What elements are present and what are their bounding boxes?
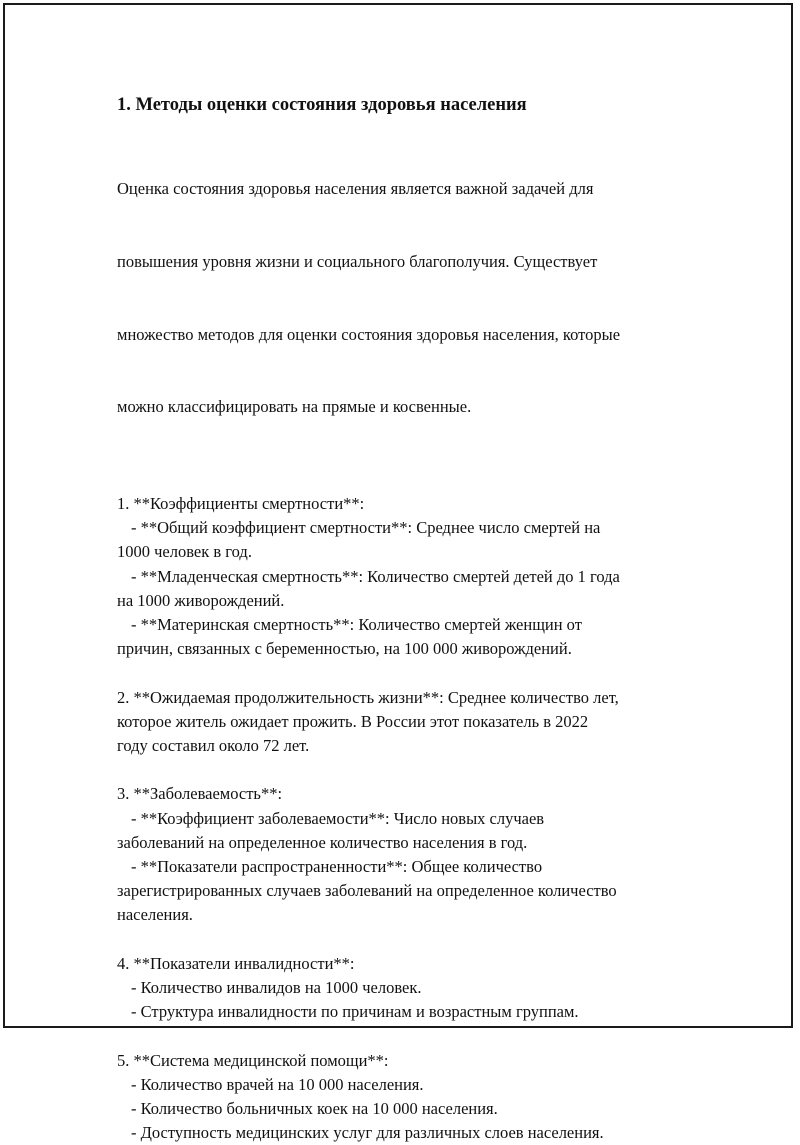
section-line: заболеваний на определенное количество населения в год. [117, 832, 528, 852]
section-heading: 3. **Заболеваемость**: [117, 784, 283, 804]
section-heading: 1. **Коэффициенты смертности**: [117, 494, 365, 514]
section-2 [117, 686, 697, 759]
section-line: - **Младенческая смертность**: Количество смертей детей до 1 года [131, 566, 620, 586]
section-spacer [117, 758, 697, 782]
section-line: - **Коэффициент заболеваемости**: Число новых случаев [131, 808, 545, 828]
section-spacer [117, 661, 697, 685]
section-line: - Структура инвалидности по причинам и возрастным группам. [131, 1002, 579, 1022]
section-3 [117, 782, 697, 927]
section-line: населения. [117, 905, 193, 925]
intro-line: повышения уровня жизни и социального благополучия. Существует [117, 252, 598, 272]
intro-paragraph [117, 129, 697, 468]
section-line: - Количество больничных коек на 10 000 населения. [131, 1099, 498, 1119]
section-line: году составил около 72 лет. [117, 736, 310, 756]
section-line: - Доступность медицинских услуг для различных слоев населения. [131, 1123, 604, 1143]
section-heading: 5. **Система медицинской помощи**: [117, 1050, 389, 1070]
document-title: 1. Методы оценки состояния здоровья населения [117, 95, 527, 115]
section-line: 1000 человек в год. [117, 542, 252, 562]
section-spacer [117, 1024, 697, 1048]
section-line: зарегистрированных случаев заболеваний на определенное количество [117, 881, 617, 901]
section-1 [117, 492, 697, 661]
section-line: - **Материнская смертность**: Количество смертей женщин от [131, 615, 582, 635]
intro-line: Оценка состояния здоровья населения является важной задачей для [117, 179, 594, 199]
section-line: - **Общий коэффициент смертности**: Среднее число смертей на [131, 518, 601, 538]
section-line: на 1000 живорождений. [117, 590, 285, 610]
section-line: причин, связанных с беременностью, на 100 000 живорождений. [117, 639, 572, 659]
intro-line: можно классифицировать на прямые и косвенные. [117, 397, 472, 417]
section-line: - Количество врачей на 10 000 населения. [131, 1074, 424, 1094]
document-body [117, 92, 697, 1145]
sections-list [117, 468, 697, 1145]
section-heading: 4. **Показатели инвалидности**: [117, 953, 355, 973]
section-5 [117, 1049, 697, 1145]
section-spacer [117, 928, 697, 952]
section-line: - Количество инвалидов на 1000 человек. [131, 978, 422, 998]
section-line: которое житель ожидает прожить. В России этот показатель в 2022 [117, 711, 589, 731]
section-line: - **Показатели распространенности**: Общее количество [131, 857, 543, 877]
section-heading: 2. **Ожидаемая продолжительность жизни**: Среднее количество лет, [117, 687, 619, 707]
intro-line: множество методов для оценки состояния здоровья населения, которые [117, 324, 621, 344]
section-spacer [117, 468, 697, 492]
section-4 [117, 952, 697, 1025]
